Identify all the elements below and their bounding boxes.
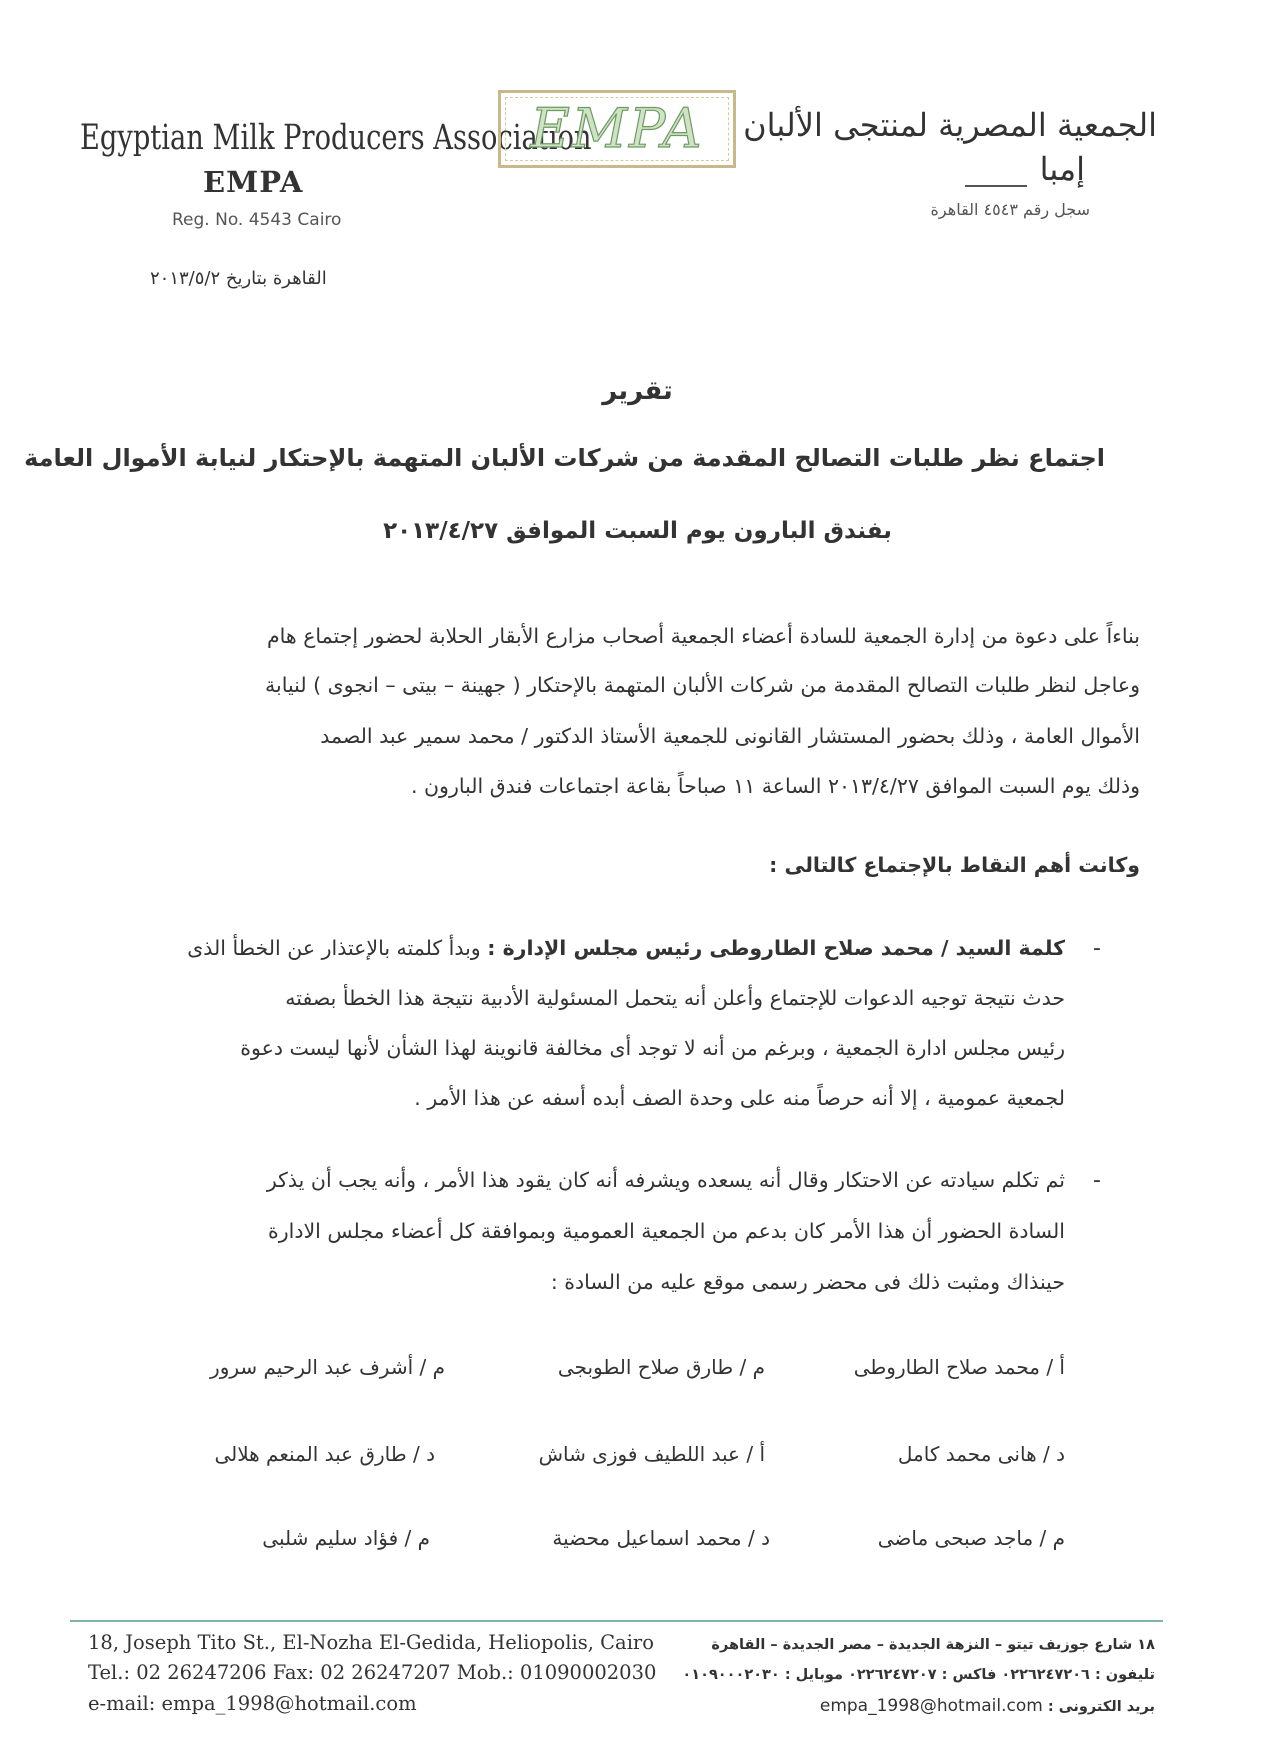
footer-phones-english: Tel.: 02 26247206 Fax: 02 26247207 Mob.: 01090002030 [88, 1661, 657, 1684]
footer-rule [70, 1620, 1163, 1622]
meeting-subject: اجتماع نظر طلبات التصالح المقدمة من شركات الألبان المتهمة بالإحتكار لنيابة الأموال العامة [24, 444, 1105, 472]
signatory-name: م / ماجد صبحى ماضى [877, 1526, 1065, 1550]
speaker-lead: كلمة السيد / محمد صلاح الطاروطى رئيس مجلس الإدارة : [487, 936, 1065, 960]
association-english-name: Egyptian Milk Producers Association [80, 118, 592, 158]
intro-line: الأموال العامة ، وذلك بحضور المستشار القانونى للجمعية الأستاذ الدكتور / محمد سمير عبد الصمد [320, 724, 1140, 748]
email-label: بريد الكترونى : [1047, 1699, 1155, 1715]
points-heading: وكانت أهم النقاط بالإجتماع كالتالى : [769, 853, 1140, 877]
signatory-name: أ / عبد اللطيف فوزى شاش [538, 1442, 765, 1466]
bullet-line: السادة الحضور أن هذا الأمر كان بدعم من الجمعية العمومية وبموافقة كل أعضاء مجلس الادارة [268, 1219, 1065, 1243]
footer-address-english: 18, Joseph Tito St., El-Nozha El-Gedida, Heliopolis, Cairo [88, 1631, 654, 1654]
footer-phones-arabic: تليفون : ٠٢٢٦٢٤٧٢٠٦ فاكس : ٠٢٢٦٢٤٧٢٠٧ موبايل : ٠١٠٩٠٠٠٢٠٣٠ [682, 1667, 1155, 1683]
signatory-name: م / فؤاد سليم شلبى [262, 1526, 430, 1550]
email-address[interactable]: empa_1998@hotmail.com [819, 1696, 1043, 1716]
association-arabic-abbreviation: إمبا [1039, 150, 1085, 188]
bullet-dash: - [1093, 936, 1101, 961]
bullet-line: حدث نتيجة توجيه الدعوات للإجتماع وأعلن أنه يتحمل المسئولية الأدبية نتيجة هذا الخطأ بصفته [285, 986, 1065, 1010]
intro-line: وعاجل لنظر طلبات التصالح المقدمة من شركات الألبان المتهمة بالإحتكار ( جهينة – بيتى – انجوى ) لنيابة [265, 673, 1140, 697]
report-title: تقرير [602, 376, 673, 406]
logo-lettering: EMPA [530, 97, 704, 160]
registration-number-arabic: سجل رقم ٤٥٤٣ القاهرة [930, 200, 1090, 219]
signatory-name: د / طارق عبد المنعم هلالى [214, 1442, 435, 1466]
association-arabic-name: الجمعية المصرية لمنتجى الألبان [743, 106, 1157, 144]
bullet-line: حينذاك ومثبت ذلك فى محضر رسمى موقع عليه من السادة : [550, 1270, 1065, 1294]
bullet-dash: - [1093, 1168, 1101, 1193]
signatory-name: أ / محمد صلاح الطاروطى [853, 1355, 1065, 1379]
association-english-abbreviation: EMPA [203, 165, 304, 199]
empa-logo [498, 90, 736, 168]
footer-email-arabic [820, 1696, 1155, 1716]
footer-email-english[interactable]: e-mail: empa_1998@hotmail.com [88, 1692, 417, 1715]
meeting-venue-date: بفندق البارون يوم السبت الموافق ٢٠١٣/٤/٢٧ [383, 518, 892, 544]
signatory-name: د / محمد اسماعيل محضية [552, 1526, 770, 1550]
abbreviation-underline [965, 185, 1027, 187]
registration-number-english: Reg. No. 4543 Cairo [172, 210, 342, 230]
signatory-name: م / أشرف عبد الرحيم سرور [210, 1355, 445, 1379]
signatory-name: د / هانى محمد كامل [897, 1442, 1065, 1466]
bullet-line: ثم تكلم سيادته عن الاحتكار وقال أنه يسعده ويشرفه أنه كان يقود هذا الأمر ، وأنه يجب أن يذكر [266, 1168, 1065, 1192]
signatory-name: م / طارق صلاح الطوبجى [557, 1355, 765, 1379]
bullet-first-line [187, 936, 1065, 960]
intro-line: بناءاً على دعوة من إدارة الجمعية للسادة أعضاء الجمعية أصحاب مزارع الأبقار الحلابة لحضور إجتماع هام [266, 624, 1140, 648]
speaker-lead-continuation: وبدأ كلمته بالإعتذار عن الخطأ الذى [187, 936, 481, 960]
footer-address-arabic: ١٨ شارع جوزيف تيتو – النزهة الجديدة – مصر الجديدة – القاهرة [711, 1637, 1155, 1653]
intro-line: وذلك يوم السبت الموافق ٢٠١٣/٤/٢٧ الساعة ١١ صباحاً بقاعة اجتماعات فندق البارون . [410, 774, 1140, 798]
bullet-line: رئيس مجلس ادارة الجمعية ، وبرغم من أنه لا توجد أى مخالفة قانوينة لهذا الشأن لأنها ليست دعوة [240, 1036, 1065, 1060]
letter-date: القاهرة بتاريخ ٢٠١٣/٥/٢ [150, 268, 327, 289]
bullet-line: لجمعية عمومية ، إلا أنه حرصاً منه على وحدة الصف أبده أسفه عن هذا الأمر . [414, 1086, 1065, 1110]
